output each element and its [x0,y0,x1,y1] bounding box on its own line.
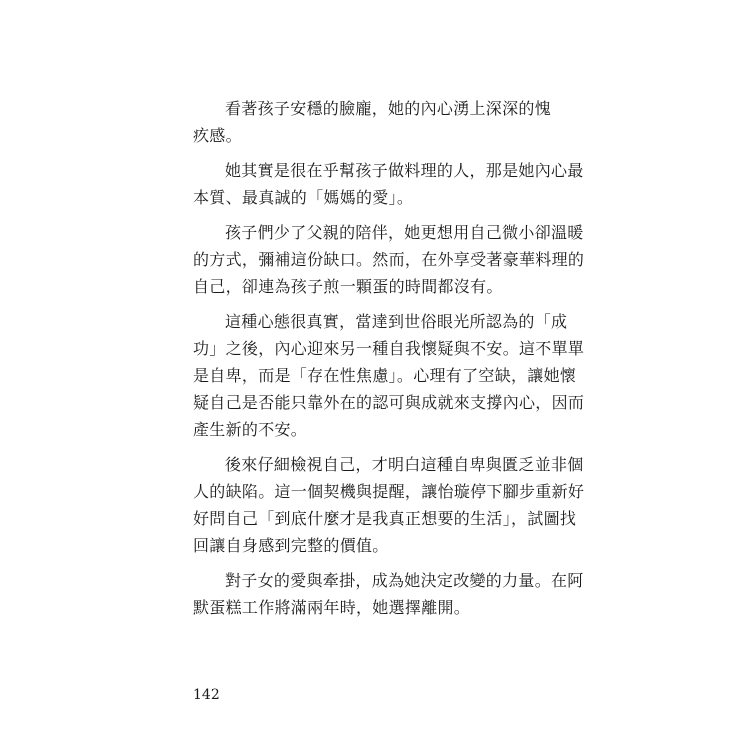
paragraph-4-line-1: 這種心態很真實，當達到世俗眼光所認為的「成 [225,312,568,331]
paragraph-3-line-2: 的方式，彌補這份缺口。然而，在外享受著豪華料理的 [193,250,585,269]
paragraph-5-line-4: 回讓自身感到完整的價值。 [193,536,389,555]
paragraph-1-line-1: 看著孩子安穩的臉龐，她的內心湧上深深的愧 [225,99,552,118]
paragraph-2-line-1: 她其實是很在乎幫孩子做料理的人，那是她內心最 [225,161,584,180]
paragraph-4-line-2: 功」之後，內心迎來另一種自我懷疑與不安。這不單單 [193,339,585,358]
paragraph-3-line-3: 自己，卻連為孩子煎一顆蛋的時間都沒有。 [193,277,503,296]
paragraph-2-line-2: 本質、最真誠的「媽媽的愛」。 [193,188,414,207]
page-number: 142 [193,687,220,703]
paragraph-5-line-2: 人的缺陷。這一個契機與提醒，讓怡璇停下腳步重新好 [193,482,585,501]
paragraph-6-line-2: 默蛋糕工作將滿兩年時，她選擇離開。 [193,598,471,617]
paragraph-1-line-2: 疚感。 [193,126,242,145]
paragraph-4-line-5: 產生新的不安。 [193,420,308,439]
body-text [193,95,585,621]
paragraph-6-line-1: 對子女的愛與牽掛，成為她決定改變的力量。在阿 [225,571,584,590]
paragraph-5-line-3: 好問自己「到底什麼才是我真正想要的生活」，試圖找 [193,509,577,528]
paragraph-4-line-4: 疑自己是否能只靠外在的認可與成就來支撐內心，因而 [193,393,585,412]
paragraph-3-line-1: 孩子們少了父親的陪伴，她更想用自己微小卻溫暖 [225,223,584,242]
paragraph-4-line-3: 是自卑，而是「存在性焦慮」。心理有了空缺，讓她懷 [193,366,577,385]
paragraph-5-line-1: 後來仔細檢視自己，才明白這種自卑與匱乏並非個 [225,455,584,474]
